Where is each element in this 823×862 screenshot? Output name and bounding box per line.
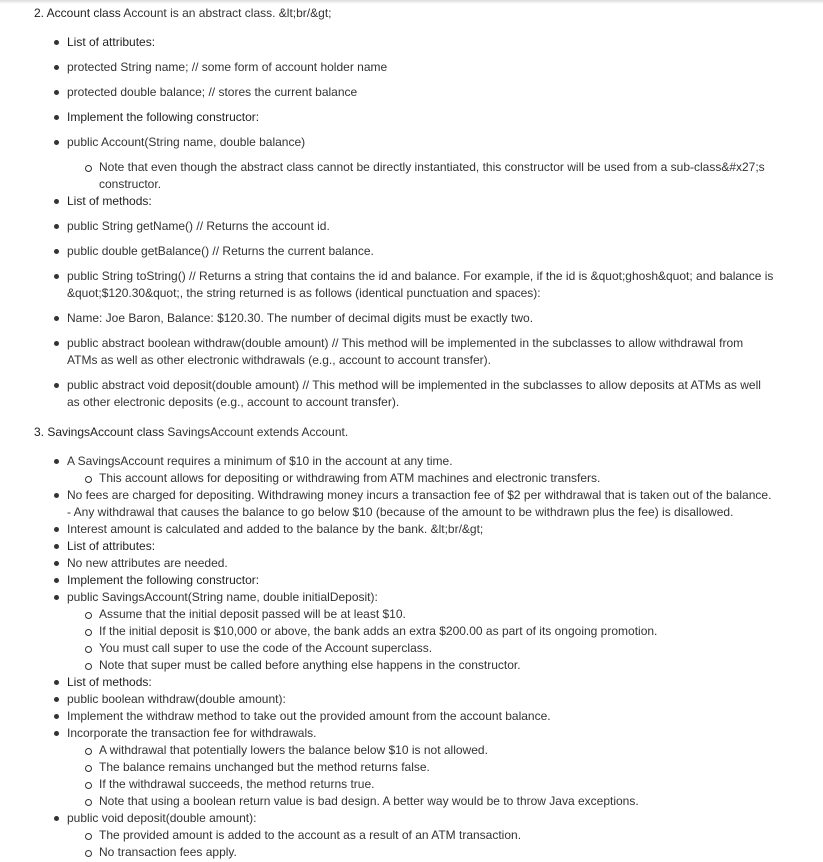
list-item-continuation: constructor.	[99, 177, 162, 191]
list-item: If the withdrawal succeeds, the method returns true.	[99, 777, 375, 791]
list-item: Implement the following constructor:	[67, 573, 260, 587]
section2-heading	[34, 6, 331, 21]
list-item: protected double balance; // stores the current balance	[67, 85, 358, 99]
list-item: If the initial deposit is $10,000 or above, the bank adds an extra $200.00 as part of its ongoing promotion.	[99, 624, 658, 638]
list-item: Name: Joe Baron, Balance: $120.30. The number of decimal digits must be exactly two.	[67, 311, 534, 325]
list-item: The provided amount is added to the account as a result of an ATM transaction.	[99, 828, 522, 842]
list-item: public String getName() // Returns the account id.	[67, 219, 330, 233]
list-item: public double getBalance() // Returns the current balance.	[67, 244, 374, 258]
list-item: No transaction fees apply.	[99, 845, 237, 859]
list-item: Interest amount is calculated and added to the balance by the bank. &lt;br/&gt;	[67, 522, 484, 536]
list-item: List of attributes:	[67, 539, 156, 553]
list-item: Note that using a boolean return value is bad design. A better way would be to throw Java exceptions.	[99, 794, 639, 808]
list-item-continuation: &quot;$120.30&quot;, the string returned is as follows (identical punctuation and spaces):	[67, 286, 541, 300]
section2-heading-title: 2. Account class	[34, 6, 121, 20]
list-item: You must call super to use the code of the Account superclass.	[99, 641, 433, 655]
list-item: Implement the withdraw method to take out the provided amount from the account balance.	[67, 709, 551, 723]
list-item: Implement the following constructor:	[67, 110, 260, 124]
list-item-continuation: as other electronic deposits (e.g., account to account transfer).	[67, 395, 400, 409]
list-item: public Account(String name, double balance)	[67, 135, 306, 149]
section3-heading	[34, 425, 348, 440]
list-item: protected String name; // some form of account holder name	[67, 60, 388, 74]
section3-heading-desc: SavingsAccount extends Account.	[167, 425, 349, 439]
list-item: Assume that the initial deposit passed will be at least $10.	[99, 607, 406, 621]
list-item: This account allows for depositing or withdrawing from ATM machines and electronic transfers.	[99, 471, 601, 485]
list-item-continuation: - Any withdrawal that causes the balance to go below $10 (because of the amount to be withdrawn plus the fee) is disallowed.	[67, 505, 734, 519]
list-item: A SavingsAccount requires a minimum of $10 in the account at any time.	[67, 454, 453, 468]
list-item: Note that super must be called before anything else happens in the constructor.	[99, 658, 521, 672]
list-item: No fees are charged for depositing. Withdrawing money incurs a transaction fee of $2 per withdrawal that is taken out of the balance.	[67, 488, 772, 502]
list-item: List of attributes:	[67, 35, 156, 49]
list-item: public String toString() // Returns a string that contains the id and balance. For example, if the id is &quot;ghosh&quot; and balance is	[67, 269, 774, 283]
list-item: public abstract void deposit(double amount) // This method will be implemented in the subclasses to allow deposits at ATMs as well	[67, 378, 761, 392]
list-item: Note that even though the abstract class cannot be directly instantiated, this constructor will be used from a sub-class&#x27;s	[99, 160, 765, 174]
section2-heading-desc: Account is an abstract class. &lt;br/&gt;	[123, 6, 332, 20]
list-item: public SavingsAccount(String name, double initialDeposit):	[67, 590, 378, 604]
list-item: public abstract boolean withdraw(double amount) // This method will be implemented in the subclasses to allow withdrawal from	[67, 336, 744, 350]
section3-heading-title: 3. SavingsAccount class	[34, 425, 165, 439]
list-item: public boolean withdraw(double amount):	[67, 692, 286, 706]
list-item: List of methods:	[67, 675, 152, 689]
list-item: No new attributes are needed.	[67, 556, 228, 570]
list-item: List of methods:	[67, 194, 152, 208]
list-item-continuation: ATMs as well as other electronic withdrawals (e.g., account to account transfer).	[67, 353, 491, 367]
list-item: The balance remains unchanged but the method returns false.	[99, 760, 430, 774]
list-item: A withdrawal that potentially lowers the balance below $10 is not allowed.	[99, 743, 488, 757]
top-divider	[0, 0, 823, 4]
list-item: public void deposit(double amount):	[67, 811, 257, 825]
list-item: Incorporate the transaction fee for withdrawals.	[67, 726, 317, 740]
